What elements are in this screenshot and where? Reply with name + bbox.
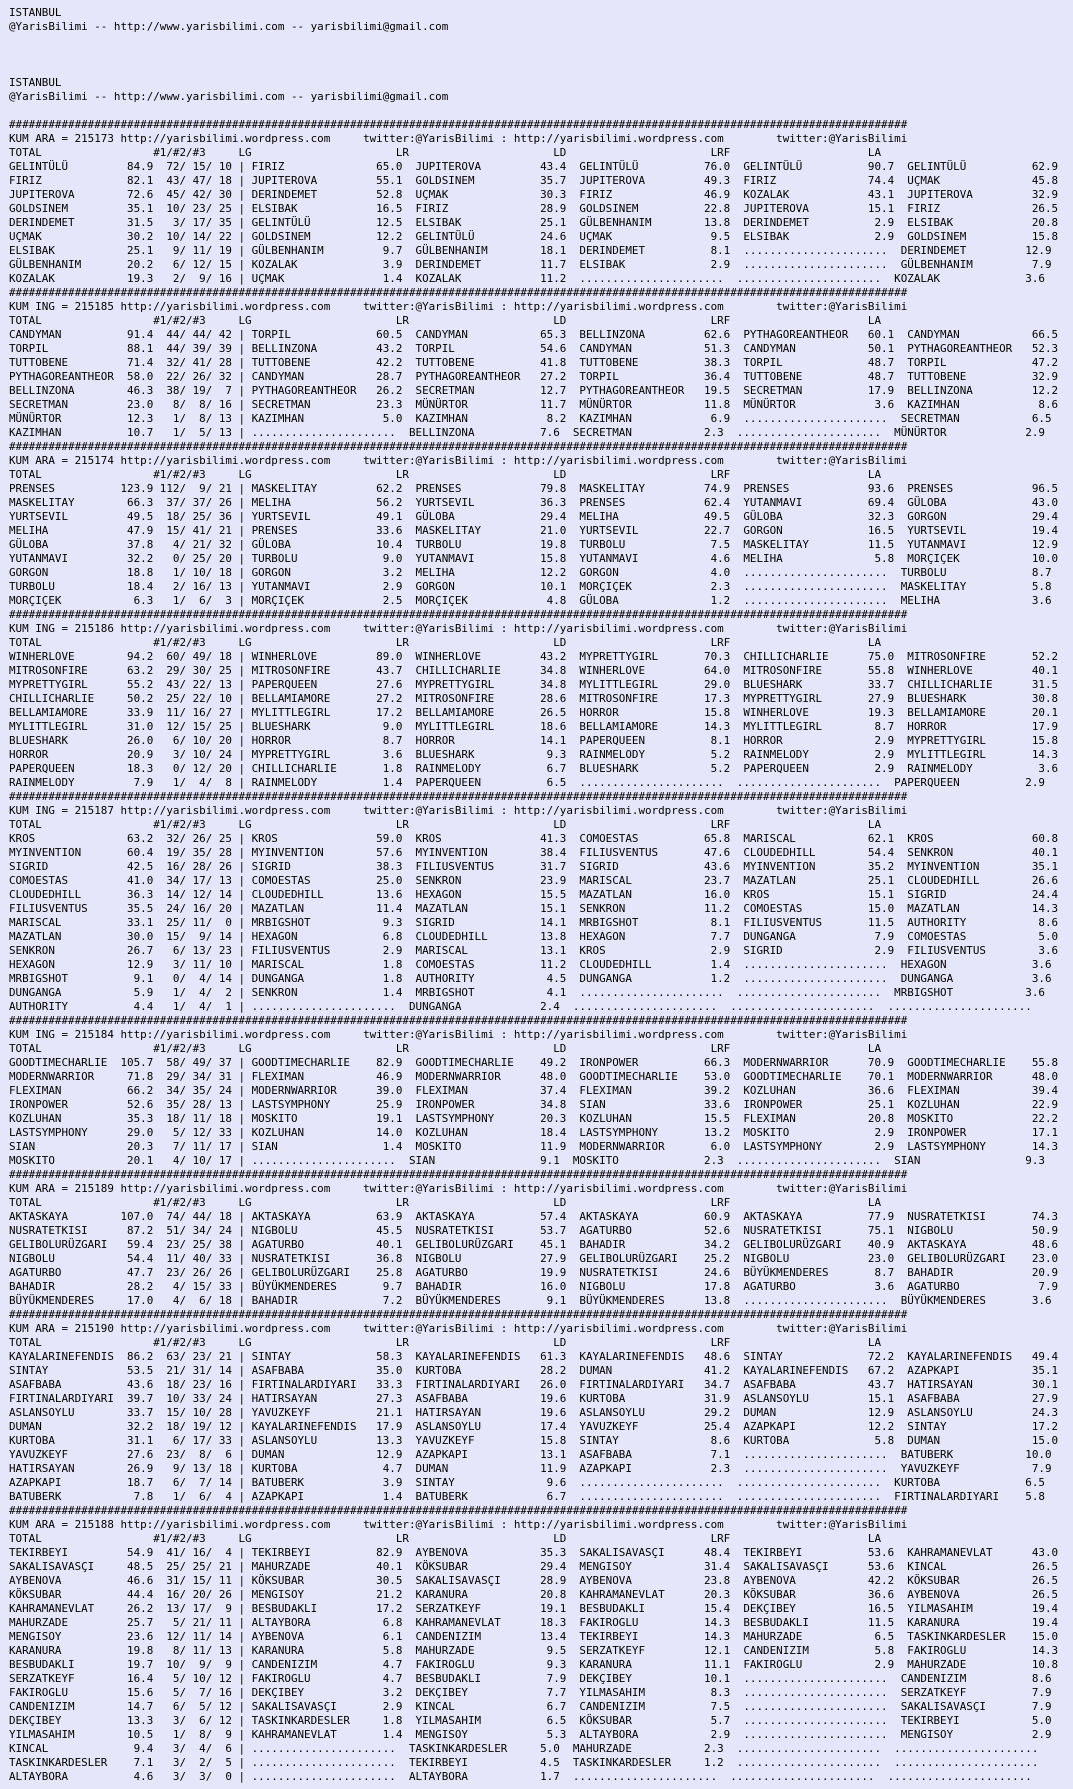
race-header: KUM ARA = 215189 http://yarisbilimi.wordpress.com twitter:@YarisBilimi : http://yarisbilimi.wordpress.com twitter:@YarisBilimi <box>9 1182 908 1195</box>
table-row: BESBUDAKLI 19.7 10/ 9/ 9 | CANDENIZIM 4.7 FAKIROGLU 9.3 KARANURA 11.1 FAKIROGLU 2.9 MAHURZADE 10.8 <box>9 1658 1059 1671</box>
table-row: KAHRAMANEVLAT 26.2 13/ 17/ 9 | BESBUDAKLI 17.2 SERZATKEYF 19.1 BESBUDAKLI 15.4 DEKÇIBEY 16.5 YILMASAHIM 19.4 <box>9 1602 1059 1615</box>
table-row: MORÇIÇEK 6.3 1/ 6/ 3 | MORÇIÇEK 2.5 MORÇIÇEK 4.8 GÜLOBA 1.2 ...................... MELIHA 3.6 <box>9 594 1052 607</box>
table-row: FLEXIMAN 66.2 34/ 35/ 24 | MODERNWARRIOR 39.0 FLEXIMAN 37.4 FLEXIMAN 39.2 KOZLUHAN 36.6 FLEXIMAN 39.4 <box>9 1084 1059 1097</box>
table-row: KÖKSUBAR 44.4 16/ 20/ 26 | MENGISOY 21.2 KARANURA 20.8 KAHRAMANEVLAT 20.3 KÖKSUBAR 36.6 AYBENOVA 26.5 <box>9 1588 1059 1601</box>
table-row: PYTHAGOREANTHEOR 58.0 22/ 26/ 32 | CANDYMAN 28.7 PYTHAGOREANTHEOR 27.2 TORPIL 36.4 TUTTOBENE 48.7 TUTTOBENE 32.9 <box>9 370 1059 383</box>
table-row: KAYALARINEFENDIS 86.2 63/ 23/ 21 | SINTAY 58.3 KAYALARINEFENDIS 61.3 KAYALARINEFENDIS 48.6 SINTAY 72.2 KAYALARINEFENDIS 49.4 <box>9 1350 1059 1363</box>
column-header: TOTAL #1/#2/#3 LG LR LD LRF LA <box>9 1532 882 1545</box>
table-row: FIRTINALARDIYARI 39.7 10/ 33/ 24 | HATIRSAYAN 27.3 ASAFBABA 19.6 KURTOBA 31.9 ASLANSOYLU 15.1 ASAFBABA 27.9 <box>9 1392 1059 1405</box>
separator-line: ######################################################################################################################################### <box>9 440 908 453</box>
column-header: TOTAL #1/#2/#3 LG LR LD LRF LA <box>9 1196 882 1209</box>
city-title: ISTANBUL <box>9 6 62 19</box>
table-row: ASAFBABA 43.6 18/ 23/ 16 | FIRTINALARDIYARI 33.3 FIRTINALARDIYARI 26.0 FIRTINALARDIYARI 34.7 ASAFBABA 43.7 HATIRSAYAN 30.1 <box>9 1378 1059 1391</box>
table-row: WINHERLOVE 94.2 60/ 49/ 18 | WINHERLOVE 89.0 WINHERLOVE 43.2 MYPRETTYGIRL 70.3 CHILLICHARLIE 75.0 MITROSONFIRE 52.2 <box>9 650 1059 663</box>
table-row: CLOUDEDHILL 36.3 14/ 12/ 14 | CLOUDEDHILL 13.6 HEXAGON 15.5 MAZATLAN 16.0 KROS 15.1 SIGRID 24.4 <box>9 888 1059 901</box>
table-row: TORPIL 88.1 44/ 39/ 39 | BELLINZONA 43.2 TORPIL 54.6 CANDYMAN 51.3 CANDYMAN 50.1 PYTHAGOREANTHEOR 52.3 <box>9 342 1059 355</box>
table-row: ASLANSOYLU 33.7 15/ 10/ 28 | YAVUZKEYF 21.1 HATIRSAYAN 19.6 ASLANSOYLU 29.2 DUMAN 12.9 ASLANSOYLU 24.3 <box>9 1406 1059 1419</box>
table-row: SINTAY 53.5 21/ 31/ 14 | ASAFBABA 35.0 KURTOBA 28.2 DUMAN 41.2 KAYALARINEFENDIS 67.2 AZAPKAPI 35.1 <box>9 1364 1059 1377</box>
table-row: ELSIBAK 25.1 9/ 11/ 19 | GÜLBENHANIM 9.7 GÜLBENHANIM 18.1 DERINDEMET 8.1 ...................... DERINDEMET 12.9 <box>9 244 1052 257</box>
table-row: HEXAGON 12.9 3/ 11/ 10 | MARISCAL 1.8 COMOESTAS 11.2 CLOUDEDHILL 1.4 ...................... HEXAGON 3.6 <box>9 958 1052 971</box>
table-row: GORGON 18.8 1/ 10/ 18 | GORGON 3.2 MELIHA 12.2 GORGON 4.0 ...................... TURBOLU 8.7 <box>9 566 1052 579</box>
table-row: MYINVENTION 60.4 19/ 35/ 28 | MYINVENTION 57.6 MYINVENTION 38.4 FILIUSVENTUS 47.6 CLOUDEDHILL 54.4 SENKRON 40.1 <box>9 846 1059 859</box>
table-row: DEKÇIBEY 13.3 3/ 6/ 12 | TASKINKARDESLER 1.8 YILMASAHIM 6.5 KÖKSUBAR 5.7 ...................... TEKIRBEYI 5.0 <box>9 1714 1052 1727</box>
table-row: TUTTOBENE 71.4 32/ 41/ 28 | TUTTOBENE 42.2 TUTTOBENE 41.8 TUTTOBENE 38.3 TORPIL 48.7 TORPIL 47.2 <box>9 356 1059 369</box>
table-row: KOZALAK 19.3 2/ 9/ 16 | UÇMAK 1.4 KOZALAK 11.2 ...................... ...................... KOZALAK 3.6 <box>9 272 1045 285</box>
table-row: PRENSES 123.9 112/ 9/ 21 | MASKELITAY 62.2 PRENSES 79.8 MASKELITAY 74.9 PRENSES 93.6 PRENSES 96.5 <box>9 482 1059 495</box>
table-row: GOLDSINEM 35.1 10/ 23/ 25 | ELSIBAK 16.5 FIRIZ 28.9 GOLDSINEM 22.8 JUPITEROVA 15.1 FIRIZ 26.5 <box>9 202 1059 215</box>
table-row: MYLITTLEGIRL 31.0 12/ 15/ 25 | BLUESHARK 9.0 MYLITTLEGIRL 18.6 BELLAMIAMORE 14.3 MYLITTLEGIRL 8.7 HORROR 17.9 <box>9 720 1059 733</box>
table-row: FIRIZ 82.1 43/ 47/ 18 | JUPITEROVA 55.1 GOLDSINEM 35.7 JUPITEROVA 49.3 FIRIZ 74.4 UÇMAK 45.8 <box>9 174 1059 187</box>
table-row: CHILLICHARLIE 50.2 25/ 22/ 10 | BELLAMIAMORE 27.2 MITROSONFIRE 28.6 MITROSONFIRE 17.3 MYPRETTYGIRL 27.9 BLUESHARK 30.8 <box>9 692 1059 705</box>
table-row: DERINDEMET 31.5 3/ 17/ 35 | GELINTÜLÜ 12.5 ELSIBAK 25.1 GÜLBENHANIM 13.8 DERINDEMET 2.9 ELSIBAK 20.8 <box>9 216 1059 229</box>
table-row: IRONPOWER 52.6 35/ 28/ 13 | LASTSYMPHONY 25.9 IRONPOWER 34.8 SIAN 33.6 IRONPOWER 25.1 KOZLUHAN 22.9 <box>9 1098 1059 1111</box>
table-row: AUTHORITY 4.4 1/ 4/ 1 | ...................... DUNGANGA 2.4 ...................... ...................... ...................... <box>9 1000 1032 1013</box>
column-header: TOTAL #1/#2/#3 LG LR LD LRF LA <box>9 146 882 159</box>
race-header: KUM ARA = 215188 http://yarisbilimi.wordpress.com twitter:@YarisBilimi : http://yarisbilimi.wordpress.com twitter:@YarisBilimi <box>9 1518 908 1531</box>
separator-line: ######################################################################################################################################### <box>9 608 908 621</box>
table-row: SENKRON 26.7 6/ 13/ 23 | FILIUSVENTUS 2.9 MARISCAL 13.1 KROS 2.9 SIGRID 2.9 FILIUSVENTUS 3.6 <box>9 944 1059 957</box>
table-row: KROS 63.2 32/ 26/ 25 | KROS 59.0 KROS 41.3 COMOESTAS 65.8 MARISCAL 62.1 KROS 60.8 <box>9 832 1059 845</box>
separator-line: ######################################################################################################################################### <box>9 1168 908 1181</box>
table-row: MODERNWARRIOR 71.8 29/ 34/ 31 | FLEXIMAN 46.9 MODERNWARRIOR 48.0 GOODTIMECHARLIE 53.0 GOODTIMECHARLIE 70.1 MODERNWARRIOR 48.0 <box>9 1070 1059 1083</box>
table-row: BAHADIR 28.2 4/ 15/ 33 | BÜYÜKMENDERES 9.7 BAHADIR 16.0 NIGBOLU 17.8 AGATURBO 3.6 AGATURBO 7.9 <box>9 1280 1059 1293</box>
table-row: COMOESTAS 41.0 34/ 17/ 13 | COMOESTAS 25.0 SENKRON 23.9 MARISCAL 23.7 MAZATLAN 25.1 CLOUDEDHILL 26.6 <box>9 874 1059 887</box>
table-row: MARISCAL 33.1 25/ 11/ 0 | MRBIGSHOT 9.3 SIGRID 14.1 MRBIGSHOT 8.1 FILIUSVENTUS 11.5 AUTHORITY 8.6 <box>9 916 1059 929</box>
table-row: SAKALISAVASÇI 48.5 25/ 25/ 21 | MAHURZADE 40.1 KÖKSUBAR 29.4 MENGISOY 31.4 SAKALISAVASÇI 53.6 KINCAL 26.5 <box>9 1560 1059 1573</box>
table-row: MYPRETTYGIRL 55.2 43/ 22/ 13 | PAPERQUEEN 27.6 MYPRETTYGIRL 34.8 MYLITTLEGIRL 29.0 BLUESHARK 33.7 CHILLICHARLIE 31.5 <box>9 678 1059 691</box>
column-header: TOTAL #1/#2/#3 LG LR LD LRF LA <box>9 818 882 831</box>
table-row: AYBENOVA 46.6 31/ 15/ 11 | KÖKSUBAR 30.5 SAKALISAVASÇI 28.9 AYBENOVA 23.8 AYBENOVA 42.2 KÖKSUBAR 26.5 <box>9 1574 1059 1587</box>
race-header: KUM ING = 215187 http://yarisbilimi.wordpress.com twitter:@YarisBilimi : http://yarisbilimi.wordpress.com twitter:@YarisBilimi <box>9 804 908 817</box>
table-row: DUMAN 32.2 18/ 19/ 12 | KAYALARINEFENDIS 17.9 ASLANSOYLU 17.4 YAVUZKEYF 25.4 AZAPKAPI 12.2 SINTAY 17.2 <box>9 1420 1059 1433</box>
table-row: RAINMELODY 7.9 1/ 4/ 8 | RAINMELODY 1.4 PAPERQUEEN 6.5 ...................... ...................... PAPERQUEEN 2.9 <box>9 776 1045 789</box>
table-row: MASKELITAY 66.3 37/ 37/ 26 | MELIHA 56.2 YURTSEVIL 36.3 PRENSES 62.4 YUTANMAVI 69.4 GÜLOBA 43.0 <box>9 496 1059 509</box>
table-row: KAZIMHAN 10.7 1/ 5/ 13 | ...................... BELLINZONA 7.6 SECRETMAN 2.3 ...................... MÜNÜRTOR 2.9 <box>9 426 1045 439</box>
separator-line: ######################################################################################################################################### <box>9 790 908 803</box>
table-row: YILMASAHIM 10.5 1/ 8/ 9 | KAHRAMANEVLAT 1.4 MENGISOY 5.3 ALTAYBORA 2.9 ...................... MENGISOY 2.9 <box>9 1728 1052 1741</box>
table-row: GÜLOBA 37.8 4/ 21/ 32 | GÜLOBA 10.4 TURBOLU 19.8 TURBOLU 7.5 MASKELITAY 11.5 YUTANMAVI 12.9 <box>9 538 1059 551</box>
table-row: DUNGANGA 5.9 1/ 4/ 2 | SENKRON 1.4 MRBIGSHOT 4.1 ...................... ...................... MRBIGSHOT 3.6 <box>9 986 1045 999</box>
table-row: KARANURA 19.8 8/ 11/ 13 | KARANURA 5.8 MAHURZADE 9.5 SERZATKEYF 12.1 CANDENIZIM 5.8 FAKIROGLU 14.3 <box>9 1644 1059 1657</box>
table-row: HORROR 20.9 3/ 10/ 24 | MYPRETTYGIRL 3.6 BLUESHARK 9.3 RAINMELODY 5.2 RAINMELODY 2.9 MYLITTLEGIRL 14.3 <box>9 748 1059 761</box>
table-row: CANDENIZIM 14.7 6/ 5/ 12 | SAKALISAVASÇI 2.9 KINCAL 6.7 CANDENIZIM 7.5 ...................... SAKALISAVASÇI 7.9 <box>9 1700 1052 1713</box>
table-row: UÇMAK 30.2 10/ 14/ 22 | GOLDSINEM 12.2 GELINTÜLÜ 24.6 UÇMAK 9.5 ELSIBAK 2.9 GOLDSINEM 15.8 <box>9 230 1059 243</box>
table-row: BELLINZONA 46.3 38/ 19/ 7 | PYTHAGOREANTHEOR 26.2 SECRETMAN 12.7 PYTHAGOREANTHEOR 19.5 SECRETMAN 17.9 BELLINZONA 12.2 <box>9 384 1059 397</box>
separator-line: ######################################################################################################################################### <box>9 286 908 299</box>
table-row: AZAPKAPI 18.7 6/ 7/ 14 | BATUBERK 3.9 SINTAY 9.6 ...................... ...................... KURTOBA 6.5 <box>9 1476 1045 1489</box>
column-header: TOTAL #1/#2/#3 LG LR LD LRF LA <box>9 314 882 327</box>
table-row: FILIUSVENTUS 35.5 24/ 16/ 20 | MAZATLAN 11.4 MAZATLAN 15.1 SENKRON 11.2 COMOESTAS 15.0 MAZATLAN 14.3 <box>9 902 1059 915</box>
table-row: SERZATKEYF 16.4 5/ 10/ 12 | FAKIROGLU 4.7 BESBUDAKLI 7.9 DEKÇIBEY 10.1 ...................... CANDENIZIM 8.6 <box>9 1672 1052 1685</box>
table-row: NUSRATETKISI 87.2 51/ 34/ 24 | NIGBOLU 45.5 NUSRATETKISI 53.7 AGATURBO 52.6 NUSRATETKISI 75.1 NIGBOLU 50.9 <box>9 1224 1059 1237</box>
separator-line: ######################################################################################################################################### <box>9 1308 908 1321</box>
race-header: KUM ARA = 215174 http://yarisbilimi.wordpress.com twitter:@YarisBilimi : http://yarisbilimi.wordpress.com twitter:@YarisBilimi <box>9 454 908 467</box>
blank-line <box>9 104 1073 118</box>
table-row: TASKINKARDESLER 7.1 3/ 2/ 5 | ...................... TEKIRBEYI 4.5 TASKINKARDESLER 1.2 ...................... ...................... <box>9 1756 1039 1769</box>
table-row: CANDYMAN 91.4 44/ 44/ 42 | TORPIL 60.5 CANDYMAN 65.3 BELLINZONA 62.6 PYTHAGOREANTHEOR 60.1 CANDYMAN 66.5 <box>9 328 1059 341</box>
separator-line: ######################################################################################################################################### <box>9 118 908 131</box>
table-row: AKTASKAYA 107.0 74/ 44/ 18 | AKTASKAYA 63.9 AKTASKAYA 57.4 AKTASKAYA 60.9 AKTASKAYA 77.9 NUSRATETKISI 74.3 <box>9 1210 1059 1223</box>
race-header: KUM ING = 215184 http://yarisbilimi.wordpress.com twitter:@YarisBilimi : http://yarisbilimi.wordpress.com twitter:@YarisBilimi <box>9 1028 908 1041</box>
table-row: NIGBOLU 54.4 11/ 40/ 33 | NUSRATETKISI 36.8 NIGBOLU 27.9 GELIBOLURÜZGARI 25.2 NIGBOLU 23.0 GELIBOLURÜZGARI 23.0 <box>9 1252 1059 1265</box>
blank-gap <box>9 34 1073 76</box>
race-tables <box>9 118 1073 1784</box>
table-row: KURTOBA 31.1 6/ 17/ 33 | ASLANSOYLU 13.3 YAVUZKEYF 15.8 SINTAY 8.6 KURTOBA 5.8 DUMAN 15.0 <box>9 1434 1059 1447</box>
city-title: ISTANBUL <box>9 76 62 89</box>
table-row: MAHURZADE 25.7 5/ 21/ 11 | ALTAYBORA 6.8 KAHRAMANEVLAT 18.3 FAKIROGLU 14.3 BESBUDAKLI 11.5 KARANURA 19.4 <box>9 1616 1059 1629</box>
separator-line: ######################################################################################################################################### <box>9 1014 908 1027</box>
table-row: HATIRSAYAN 26.9 9/ 13/ 18 | KURTOBA 4.7 DUMAN 11.9 AZAPKAPI 2.3 ...................... YAVUZKEYF 7.9 <box>9 1462 1052 1475</box>
table-row: YURTSEVIL 49.5 18/ 25/ 36 | YURTSEVIL 49.1 GÜLOBA 29.4 MELIHA 49.5 GÜLOBA 32.3 GORGON 29.4 <box>9 510 1059 523</box>
table-row: YAVUZKEYF 27.6 23/ 8/ 6 | DUMAN 12.9 AZAPKAPI 13.1 ASAFBABA 7.1 ...................... BATUBERK 10.0 <box>9 1448 1052 1461</box>
column-header: TOTAL #1/#2/#3 LG LR LD LRF LA <box>9 1336 882 1349</box>
table-row: BELLAMIAMORE 33.9 11/ 16/ 27 | MYLITTLEGIRL 17.2 BELLAMIAMORE 26.5 HORROR 15.8 WINHERLOVE 19.3 BELLAMIAMORE 20.1 <box>9 706 1059 719</box>
table-row: AGATURBO 47.7 23/ 26/ 26 | GELIBOLURÜZGARI 25.8 AGATURBO 19.9 NUSRATETKISI 24.6 BÜYÜKMENDERES 8.7 BAHADIR 20.9 <box>9 1266 1059 1279</box>
table-row: YUTANMAVI 32.2 0/ 25/ 20 | TURBOLU 9.0 YUTANMAVI 15.8 YUTANMAVI 4.6 MELIHA 5.8 MORÇIÇEK 10.0 <box>9 552 1059 565</box>
table-row: GELINTÜLÜ 84.9 72/ 15/ 10 | FIRIZ 65.0 JUPITEROVA 43.4 GELINTÜLÜ 76.0 GELINTÜLÜ 90.7 GELINTÜLÜ 62.9 <box>9 160 1059 173</box>
table-row: PAPERQUEEN 18.3 0/ 12/ 20 | CHILLICHARLIE 1.8 RAINMELODY 6.7 BLUESHARK 5.2 PAPERQUEEN 2.9 RAINMELODY 3.6 <box>9 762 1059 775</box>
table-row: GOODTIMECHARLIE 105.7 58/ 49/ 37 | GOODTIMECHARLIE 82.9 GOODTIMECHARLIE 49.2 IRONPOWER 66.3 MODERNWARRIOR 70.9 GOODTIMECHARLIE 55.8 <box>9 1056 1059 1069</box>
table-row: SECRETMAN 23.0 8/ 8/ 16 | SECRETMAN 23.3 MÜNÜRTOR 11.7 MÜNÜRTOR 11.8 MÜNÜRTOR 3.6 KAZIMHAN 8.6 <box>9 398 1059 411</box>
table-row: GELIBOLURÜZGARI 59.4 23/ 25/ 38 | AGATURBO 40.1 GELIBOLURÜZGARI 45.1 BAHADIR 34.2 GELIBOLURÜZGARI 40.9 AKTASKAYA 48.6 <box>9 1238 1059 1251</box>
site-credit-line: @YarisBilimi -- http://www.yarisbilimi.com -- yarisbilimi@gmail.com <box>9 20 449 33</box>
race-header: KUM ARA = 215190 http://yarisbilimi.wordpress.com twitter:@YarisBilimi : http://yarisbilimi.wordpress.com twitter:@YarisBilimi <box>9 1322 908 1335</box>
race-header: KUM ING = 215185 http://yarisbilimi.wordpress.com twitter:@YarisBilimi : http://yarisbilimi.wordpress.com twitter:@YarisBilimi <box>9 300 908 313</box>
table-row: SIAN 20.3 7/ 11/ 17 | SIAN 1.4 MOSKITO 11.9 MODERNWARRIOR 6.0 LASTSYMPHONY 2.9 LASTSYMPHONY 14.3 <box>9 1140 1059 1153</box>
separator-line: ######################################################################################################################################### <box>9 1504 908 1517</box>
table-row: MRBIGSHOT 9.1 0/ 4/ 14 | DUNGANGA 1.8 AUTHORITY 4.5 DUNGANGA 1.2 ...................... DUNGANGA 3.6 <box>9 972 1052 985</box>
table-row: GÜLBENHANIM 20.2 6/ 12/ 15 | KOZALAK 3.9 DERINDEMET 11.7 ELSIBAK 2.9 ...................... GÜLBENHANIM 7.9 <box>9 258 1052 271</box>
table-row: LASTSYMPHONY 29.0 5/ 12/ 33 | KOZLUHAN 14.0 KOZLUHAN 18.4 LASTSYMPHONY 13.2 MOSKITO 2.9 IRONPOWER 17.1 <box>9 1126 1059 1139</box>
table-row: BLUESHARK 26.0 6/ 10/ 20 | HORROR 8.7 HORROR 14.1 PAPERQUEEN 8.1 HORROR 2.9 MYPRETTYGIRL 15.8 <box>9 734 1059 747</box>
table-row: SIGRID 42.5 16/ 28/ 26 | SIGRID 38.3 FILIUSVENTUS 31.7 SIGRID 43.6 MYINVENTION 35.2 MYINVENTION 35.1 <box>9 860 1059 873</box>
table-row: MOSKITO 20.1 4/ 10/ 17 | ...................... SIAN 9.1 MOSKITO 2.3 ...................... SIAN 9.3 <box>9 1154 1045 1167</box>
table-row: TURBOLU 18.4 2/ 16/ 13 | YUTANMAVI 2.9 GORGON 10.1 MORÇIÇEK 2.3 ...................... MASKELITAY 5.8 <box>9 580 1052 593</box>
table-row: MENGISOY 23.6 12/ 11/ 14 | AYBENOVA 6.1 CANDENIZIM 13.4 TEKIRBEYI 14.3 MAHURZADE 6.5 TASKINKARDESLER 15.0 <box>9 1630 1059 1643</box>
race-header: KUM ING = 215186 http://yarisbilimi.wordpress.com twitter:@YarisBilimi : http://yarisbilimi.wordpress.com twitter:@YarisBilimi <box>9 622 908 635</box>
table-row: JUPITEROVA 72.6 45/ 42/ 30 | DERINDEMET 52.8 UÇMAK 30.3 FIRIZ 46.9 KOZALAK 43.1 JUPITEROVA 32.9 <box>9 188 1059 201</box>
table-row: BATUBERK 7.8 1/ 6/ 4 | AZAPKAPI 1.4 BATUBERK 6.7 ...................... ...................... FIRTINALARDIYARI 5.8 <box>9 1490 1045 1503</box>
column-header: TOTAL #1/#2/#3 LG LR LD LRF LA <box>9 636 882 649</box>
table-row: KOZLUHAN 35.3 18/ 11/ 18 | MOSKITO 19.1 LASTSYMPHONY 20.3 KOZLUHAN 15.5 FLEXIMAN 20.8 MOSKITO 22.2 <box>9 1112 1059 1125</box>
table-row: MITROSONFIRE 63.2 29/ 30/ 25 | MITROSONFIRE 43.7 CHILLICHARLIE 34.8 WINHERLOVE 64.0 MITROSONFIRE 55.8 WINHERLOVE 40.1 <box>9 664 1059 677</box>
race-header: KUM ARA = 215173 http://yarisbilimi.wordpress.com twitter:@YarisBilimi : http://yarisbilimi.wordpress.com twitter:@YarisBilimi <box>9 132 908 145</box>
table-row: MÜNÜRTOR 12.3 1/ 8/ 13 | KAZIMHAN 5.0 KAZIMHAN 8.2 KAZIMHAN 6.9 ...................... SECRETMAN 6.5 <box>9 412 1052 425</box>
table-row: FAKIROGLU 15.6 5/ 7/ 16 | DEKÇIBEY 3.2 DEKÇIBEY 7.7 YILMASAHIM 8.3 ...................... SERZATKEYF 7.9 <box>9 1686 1052 1699</box>
table-row: MAZATLAN 30.0 15/ 9/ 14 | HEXAGON 6.8 CLOUDEDHILL 13.8 HEXAGON 7.7 DUNGANGA 7.9 COMOESTAS 5.0 <box>9 930 1059 943</box>
table-row: BÜYÜKMENDERES 17.0 4/ 6/ 18 | BAHADIR 7.2 BÜYÜKMENDERES 9.1 BÜYÜKMENDERES 13.8 ...................... BÜYÜKMENDERES 3.6 <box>9 1294 1052 1307</box>
table-row: ALTAYBORA 4.6 3/ 3/ 0 | ...................... ALTAYBORA 1.7 ...................... ...................... ...................... <box>9 1770 1032 1783</box>
table-row: KINCAL 9.4 3/ 4/ 6 | ...................... TASKINKARDESLER 5.0 MAHURZADE 2.3 ...................... ...................... <box>9 1742 1039 1755</box>
table-row: TEKIRBEYI 54.9 41/ 16/ 4 | TEKIRBEYI 82.9 AYBENOVA 35.3 SAKALISAVASÇI 48.4 TEKIRBEYI 53.6 KAHRAMANEVLAT 43.0 <box>9 1546 1059 1559</box>
site-credit-line: @YarisBilimi -- http://www.yarisbilimi.com -- yarisbilimi@gmail.com <box>9 90 449 103</box>
column-header: TOTAL #1/#2/#3 LG LR LD LRF LA <box>9 1042 882 1055</box>
column-header: TOTAL #1/#2/#3 LG LR LD LRF LA <box>9 468 882 481</box>
table-row: MELIHA 47.9 15/ 41/ 21 | PRENSES 33.6 MASKELITAY 21.0 YURTSEVIL 22.7 GORGON 16.5 YURTSEVIL 19.4 <box>9 524 1059 537</box>
